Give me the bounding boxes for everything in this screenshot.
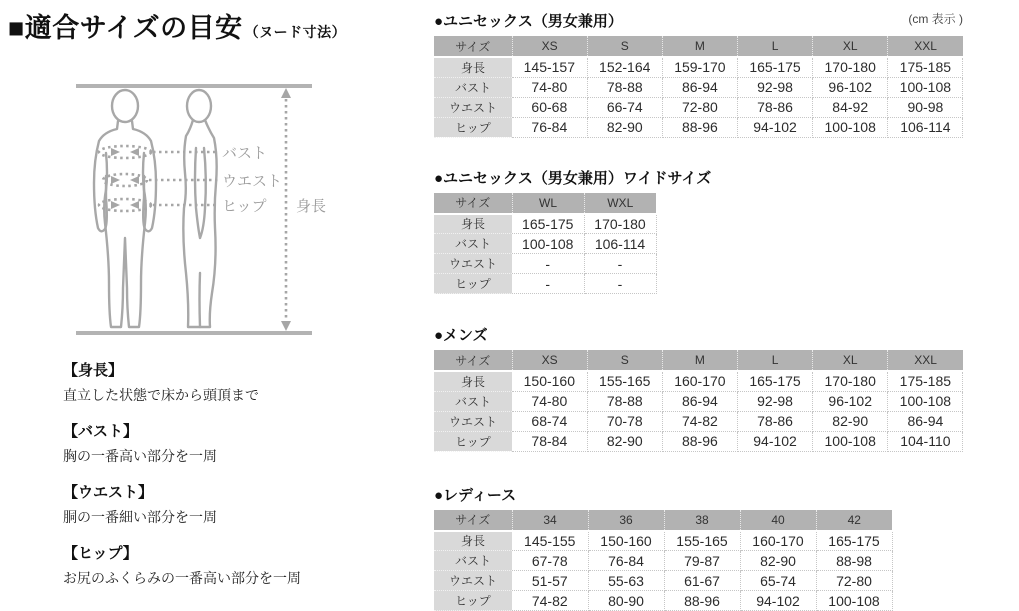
page-title-note: （ヌード寸法）: [245, 24, 347, 40]
size-table: [434, 36, 963, 138]
row-label-cell: バスト: [434, 551, 512, 571]
value-cell: 170-180: [813, 57, 888, 77]
value-cell: 74-80: [512, 391, 587, 411]
size-tables: [434, 10, 1019, 611]
definition-desc: 直立した状態で床から頭頂まで: [63, 385, 423, 406]
value-cell: 106-114: [888, 117, 963, 137]
definition-block: [63, 543, 423, 589]
height-label: 身長: [296, 198, 326, 215]
value-cell: 150-160: [588, 531, 664, 551]
table-title: ●ユニセックス（男女兼用）: [434, 10, 1019, 31]
table-row: [434, 531, 892, 551]
table-header-row: [434, 36, 963, 57]
value-cell: 104-110: [888, 431, 963, 451]
definition-block: [63, 482, 423, 528]
page-title: [8, 6, 428, 45]
row-label-cell: バスト: [434, 77, 512, 97]
definition-block: [63, 421, 423, 467]
table-row: [434, 551, 892, 571]
size-col-header: XL: [813, 350, 888, 371]
value-cell: 96-102: [813, 77, 888, 97]
height-arrow-up-icon: [281, 88, 291, 98]
table-row: [434, 591, 892, 611]
waist-label: ウエスト: [222, 173, 282, 190]
table-title: ●メンズ: [434, 324, 1019, 345]
value-cell: -: [512, 274, 584, 294]
value-cell: 165-175: [737, 371, 812, 391]
size-label-header: サイズ: [434, 350, 512, 371]
value-cell: 78-86: [737, 97, 812, 117]
table-header-row: [434, 510, 892, 531]
size-table-section: [434, 10, 1019, 138]
table-row: [434, 274, 656, 294]
value-cell: 74-82: [662, 411, 737, 431]
definition-term: 【バスト】: [63, 421, 423, 442]
value-cell: 159-170: [662, 57, 737, 77]
value-cell: 170-180: [813, 371, 888, 391]
hip-arrow-right-icon: [111, 201, 120, 209]
size-col-header: 42: [816, 510, 892, 531]
table-row: [434, 571, 892, 591]
size-col-header: XL: [813, 36, 888, 57]
size-col-header: 36: [588, 510, 664, 531]
size-col-header: WL: [512, 193, 584, 214]
definition-desc: 胴の一番細い部分を一周: [63, 507, 423, 528]
row-label-cell: ウエスト: [434, 411, 512, 431]
table-row: [434, 77, 963, 97]
size-col-header: 38: [664, 510, 740, 531]
row-label-cell: 身長: [434, 214, 512, 234]
table-row: [434, 214, 656, 234]
row-label-cell: ヒップ: [434, 591, 512, 611]
value-cell: 170-180: [584, 214, 656, 234]
unit-note: (cm 表示 ): [434, 10, 963, 27]
row-label-cell: 身長: [434, 531, 512, 551]
definition-desc: 胸の一番高い部分を一周: [63, 446, 423, 467]
row-label-cell: ヒップ: [434, 431, 512, 451]
value-cell: 74-80: [512, 77, 587, 97]
table-row: [434, 391, 963, 411]
value-cell: 76-84: [588, 551, 664, 571]
body-measurement-diagram: [68, 78, 330, 344]
value-cell: 86-94: [888, 411, 963, 431]
size-col-header: S: [587, 36, 662, 57]
value-cell: 100-108: [816, 591, 892, 611]
row-label-cell: ヒップ: [434, 274, 512, 294]
value-cell: 106-114: [584, 234, 656, 254]
value-cell: 70-78: [587, 411, 662, 431]
value-cell: 96-102: [813, 391, 888, 411]
value-cell: 79-87: [664, 551, 740, 571]
value-cell: 82-90: [587, 431, 662, 451]
value-cell: 86-94: [662, 77, 737, 97]
table-row: [434, 57, 963, 77]
size-col-header: XXL: [888, 350, 963, 371]
table-row: [434, 97, 963, 117]
value-cell: 55-63: [588, 571, 664, 591]
value-cell: 145-157: [512, 57, 587, 77]
row-label-cell: ヒップ: [434, 117, 512, 137]
value-cell: 80-90: [588, 591, 664, 611]
size-table: [434, 510, 893, 611]
value-cell: 165-175: [816, 531, 892, 551]
value-cell: 155-165: [664, 531, 740, 551]
value-cell: 88-96: [662, 117, 737, 137]
bust-arrow-left-icon: [130, 148, 139, 156]
value-cell: 65-74: [740, 571, 816, 591]
definition-term: 【ウエスト】: [63, 482, 423, 503]
value-cell: 145-155: [512, 531, 588, 551]
table-row: [434, 431, 963, 451]
table-header-row: [434, 350, 963, 371]
value-cell: 78-88: [587, 77, 662, 97]
value-cell: 155-165: [587, 371, 662, 391]
waist-arrow-left-icon: [130, 176, 139, 184]
page-title-text: ■適合サイズの目安: [8, 13, 243, 43]
value-cell: 78-84: [512, 431, 587, 451]
bust-arrow-right-icon: [111, 148, 120, 156]
value-cell: 67-78: [512, 551, 588, 571]
value-cell: 82-90: [587, 117, 662, 137]
definition-term: 【ヒップ】: [63, 543, 423, 564]
size-label-header: サイズ: [434, 510, 512, 531]
value-cell: 100-108: [888, 391, 963, 411]
value-cell: 72-80: [662, 97, 737, 117]
left-column: [8, 6, 428, 45]
value-cell: 88-96: [664, 591, 740, 611]
size-table-section: [434, 324, 1019, 452]
size-col-header: XS: [512, 350, 587, 371]
row-label-cell: バスト: [434, 391, 512, 411]
hip-arrow-left-icon: [130, 201, 139, 209]
table-title: ●ユニセックス（男女兼用）ワイドサイズ: [434, 167, 1019, 188]
hip-label: ヒップ: [222, 198, 267, 215]
value-cell: 61-67: [664, 571, 740, 591]
table-row: [434, 234, 656, 254]
value-cell: 165-175: [512, 214, 584, 234]
value-cell: 160-170: [662, 371, 737, 391]
value-cell: -: [584, 274, 656, 294]
row-label-cell: ウエスト: [434, 97, 512, 117]
value-cell: 94-102: [737, 431, 812, 451]
value-cell: 74-82: [512, 591, 588, 611]
value-cell: 51-57: [512, 571, 588, 591]
value-cell: 84-92: [813, 97, 888, 117]
table-header-row: [434, 193, 656, 214]
size-label-header: サイズ: [434, 193, 512, 214]
waist-arrow-right-icon: [111, 176, 120, 184]
value-cell: 165-175: [737, 57, 812, 77]
table-row: [434, 254, 656, 274]
row-label-cell: ウエスト: [434, 571, 512, 591]
table-row: [434, 117, 963, 137]
size-col-header: M: [662, 350, 737, 371]
definition-block: [63, 360, 423, 406]
height-arrow-down-icon: [281, 321, 291, 331]
value-cell: 88-98: [816, 551, 892, 571]
table-row: [434, 411, 963, 431]
value-cell: 100-108: [512, 234, 584, 254]
size-table: [434, 350, 963, 452]
value-cell: 175-185: [888, 57, 963, 77]
bust-label: バスト: [222, 145, 267, 162]
value-cell: 92-98: [737, 391, 812, 411]
value-cell: 150-160: [512, 371, 587, 391]
value-cell: 60-68: [512, 97, 587, 117]
size-col-header: XS: [512, 36, 587, 57]
row-label-cell: 身長: [434, 371, 512, 391]
value-cell: 68-74: [512, 411, 587, 431]
value-cell: 92-98: [737, 77, 812, 97]
value-cell: 88-96: [662, 431, 737, 451]
value-cell: 152-164: [587, 57, 662, 77]
waist-dotted-ellipse: [103, 174, 147, 186]
size-col-header: WXL: [584, 193, 656, 214]
size-col-header: L: [737, 350, 812, 371]
size-table-section: [434, 484, 1019, 611]
value-cell: 100-108: [813, 117, 888, 137]
row-label-cell: バスト: [434, 234, 512, 254]
size-col-header: S: [587, 350, 662, 371]
value-cell: 78-86: [737, 411, 812, 431]
size-col-header: M: [662, 36, 737, 57]
value-cell: 160-170: [740, 531, 816, 551]
value-cell: 82-90: [813, 411, 888, 431]
value-cell: 76-84: [512, 117, 587, 137]
value-cell: 72-80: [816, 571, 892, 591]
table-title: ●レディース: [434, 484, 1019, 505]
table-row: [434, 371, 963, 391]
size-col-header: L: [737, 36, 812, 57]
size-label-header: サイズ: [434, 36, 512, 57]
value-cell: 78-88: [587, 391, 662, 411]
value-cell: 94-102: [737, 117, 812, 137]
row-label-cell: ウエスト: [434, 254, 512, 274]
definition-term: 【身長】: [63, 360, 423, 381]
body-diagram-svg: [68, 78, 330, 344]
value-cell: 66-74: [587, 97, 662, 117]
value-cell: 94-102: [740, 591, 816, 611]
value-cell: 90-98: [888, 97, 963, 117]
size-table-section: [434, 167, 1019, 295]
row-label-cell: 身長: [434, 57, 512, 77]
measurement-definitions: [63, 360, 423, 604]
size-col-header: XXL: [888, 36, 963, 57]
value-cell: 175-185: [888, 371, 963, 391]
value-cell: -: [512, 254, 584, 274]
value-cell: 86-94: [662, 391, 737, 411]
value-cell: -: [584, 254, 656, 274]
size-col-header: 40: [740, 510, 816, 531]
size-col-header: 34: [512, 510, 588, 531]
size-table: [434, 193, 657, 295]
value-cell: 100-108: [888, 77, 963, 97]
definition-desc: お尻のふくらみの一番高い部分を一周: [63, 568, 423, 589]
value-cell: 82-90: [740, 551, 816, 571]
value-cell: 100-108: [813, 431, 888, 451]
right-column: [434, 8, 1019, 611]
side-body-outline: [183, 90, 216, 327]
